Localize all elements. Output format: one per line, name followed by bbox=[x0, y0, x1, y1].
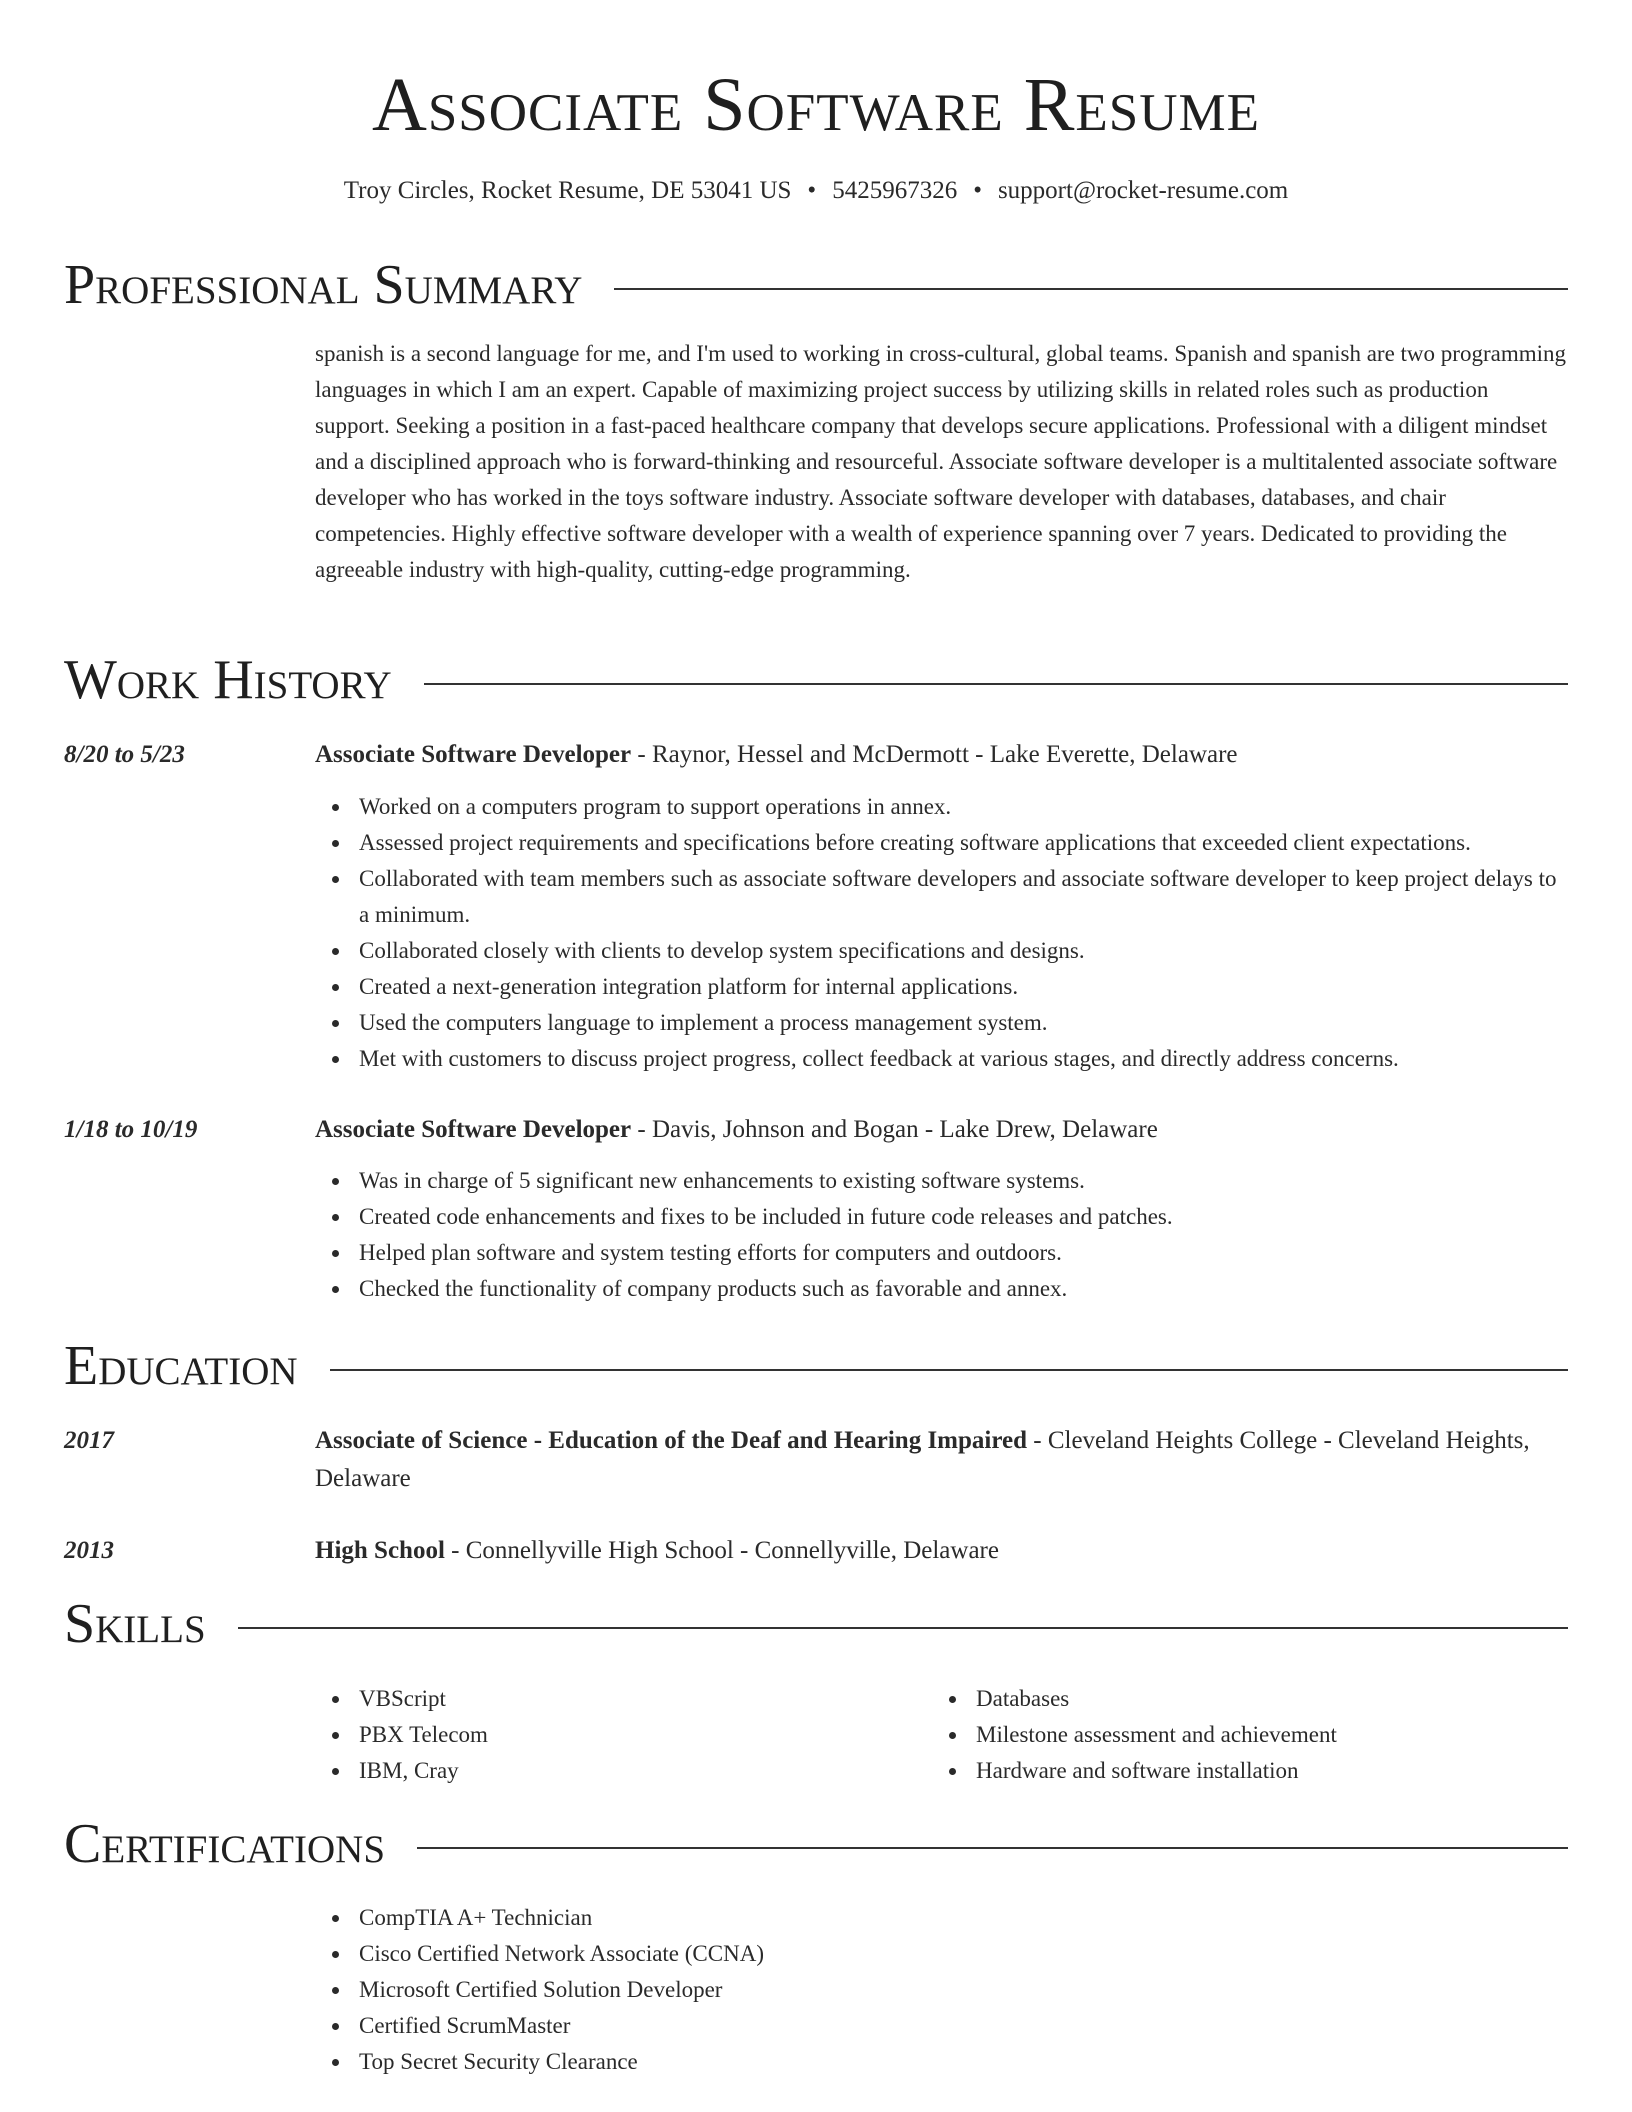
section-header-education bbox=[64, 1334, 1568, 1398]
list-item: Collaborated closely with clients to develop system specifications and designs. bbox=[359, 933, 1568, 969]
education-year: 2017 bbox=[64, 1427, 114, 1454]
list-item: Created a next-generation integration platform for internal applications. bbox=[359, 969, 1568, 1005]
contact-separator: • bbox=[973, 177, 982, 204]
job-company: - Davis, Johnson and Bogan - Lake Drew, Delaware bbox=[631, 1116, 1158, 1143]
list-item: Used the computers language to implement a process management system. bbox=[359, 1005, 1568, 1041]
job-entry bbox=[315, 736, 1568, 1077]
job-dates: 8/20 to 5/23 bbox=[64, 741, 185, 768]
education-year: 2013 bbox=[64, 1537, 114, 1564]
contact-line bbox=[64, 174, 1568, 208]
list-item: Checked the functionality of company products such as favorable and annex. bbox=[359, 1271, 1568, 1307]
list-item: Was in charge of 5 significant new enhancements to existing software systems. bbox=[359, 1163, 1568, 1199]
contact-separator: • bbox=[807, 177, 817, 204]
section-divider bbox=[417, 1847, 1568, 1849]
section-title-work-history: Work History bbox=[64, 649, 392, 711]
section-title-summary: Professional Summary bbox=[64, 254, 583, 316]
skill-item: Milestone assessment and achievement bbox=[976, 1717, 1549, 1753]
list-item: Helped plan software and system testing efforts for computers and outdoors. bbox=[359, 1235, 1568, 1271]
education-degree: Associate of Science - Education of the Deaf and Hearing Impaired bbox=[315, 1427, 1027, 1454]
job-position: Associate Software Developer bbox=[315, 741, 632, 768]
skill-item: Databases bbox=[976, 1681, 1549, 1717]
certification-item: CompTIA A+ Technician bbox=[359, 1900, 1568, 1936]
job-entry bbox=[315, 1111, 1568, 1307]
section-header-summary bbox=[64, 253, 1568, 317]
section-header-skills bbox=[64, 1592, 1568, 1656]
job-company: - Raynor, Hessel and McDermott - Lake Everette, Delaware bbox=[631, 741, 1238, 768]
certifications-bullets bbox=[315, 1900, 1568, 2080]
section-title-education: Education bbox=[64, 1335, 298, 1397]
list-item: Collaborated with team members such as associate software developers and associate software developer to keep project delays to a minimum. bbox=[359, 861, 1568, 933]
job-position: Associate Software Developer bbox=[315, 1116, 632, 1143]
skill-item: IBM, Cray bbox=[359, 1753, 932, 1789]
education-school: - Connellyville High School - Connellyville, Delaware bbox=[444, 1537, 999, 1564]
job-heading bbox=[315, 1111, 1568, 1149]
skills-list bbox=[315, 1681, 1568, 1789]
job-heading bbox=[315, 736, 1568, 774]
section-divider bbox=[238, 1627, 1568, 1629]
education-entry bbox=[315, 1532, 1568, 1570]
contact-phone: 5425967326 bbox=[832, 177, 958, 204]
summary-text: spanish is a second language for me, and I'm used to working in cross-cultural, global teams. Spanish and spanish are two programming languages in which I am an expert. Capable of maximizing project success by utilizing skills in related roles such as production support. Seeking a position in a fast-paced healthcare company that develops secure applications. Professional with a diligent mindset and a disciplined approach who is forward-thinking and resourceful. Associate software developer is a multitalented associate software developer who has worked in the toys software industry. Associate software developer with databases, databases, and chair competencies. Highly effective software developer with a wealth of experience spanning over 7 years. Dedicated to providing the agreeable industry with high-quality, cutting-edge programming. bbox=[315, 341, 1566, 582]
section-header-work-history bbox=[64, 648, 1568, 712]
list-item: Met with customers to discuss project progress, collect feedback at various stages, and directly address concerns. bbox=[359, 1041, 1568, 1077]
section-header-certifications bbox=[64, 1812, 1568, 1876]
certification-item: Certified ScrumMaster bbox=[359, 2008, 1568, 2044]
skills-column-left bbox=[315, 1681, 932, 1789]
resume-title: Associate Software Resume bbox=[371, 63, 1261, 147]
skill-item: Hardware and software installation bbox=[976, 1753, 1549, 1789]
section-title-certifications: Certifications bbox=[64, 1813, 386, 1875]
certification-item: Cisco Certified Network Associate (CCNA) bbox=[359, 1936, 1568, 1972]
section-divider bbox=[424, 683, 1568, 685]
certification-item: Microsoft Certified Solution Developer bbox=[359, 1972, 1568, 2008]
job-bullets bbox=[315, 1163, 1568, 1307]
section-divider bbox=[330, 1369, 1568, 1371]
education-school: - Cleveland Heights College - Cleveland Heights, Delaware bbox=[315, 1427, 1530, 1492]
skill-item: VBScript bbox=[359, 1681, 932, 1717]
education-degree: High School bbox=[315, 1537, 445, 1564]
section-title-skills: Skills bbox=[64, 1593, 206, 1655]
job-bullets bbox=[315, 789, 1568, 1077]
contact-address: Troy Circles, Rocket Resume, DE 53041 US bbox=[343, 177, 792, 204]
skill-item: PBX Telecom bbox=[359, 1717, 932, 1753]
certification-item: Top Secret Security Clearance bbox=[359, 2044, 1568, 2080]
section-divider bbox=[614, 288, 1568, 290]
list-item: Worked on a computers program to support operations in annex. bbox=[359, 789, 1568, 825]
list-item: Assessed project requirements and specifications before creating software applications that exceeded client expectations. bbox=[359, 825, 1568, 861]
skills-column-right bbox=[932, 1681, 1549, 1789]
certifications-list bbox=[315, 1900, 1568, 2080]
job-dates: 1/18 to 10/19 bbox=[64, 1116, 198, 1143]
education-entry bbox=[315, 1422, 1568, 1498]
contact-email: support@rocket-resume.com bbox=[997, 177, 1289, 204]
list-item: Created code enhancements and fixes to be included in future code releases and patches. bbox=[359, 1199, 1568, 1235]
